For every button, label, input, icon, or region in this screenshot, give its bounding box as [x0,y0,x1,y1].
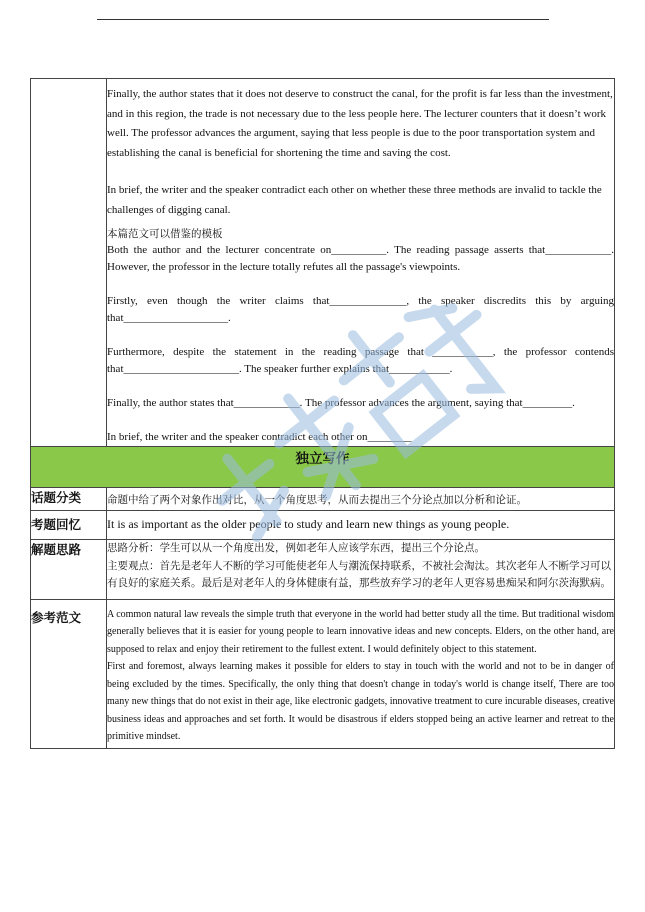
approach-line-1: 思路分析：学生可以从一个角度出发，例如老年人应该学东西，提出三个分论点。 [107,542,485,554]
paragraph-finally: Finally, the author states that it does not deserve to construct the canal, for the profit is far less than the investment, and in this region, the trade is not necessary due to the less people here. The lecturer counters that it doesn’t work well. The professor advances the argument, saying that less people is due to the poor transportation system and establishing the canal is beneficial for shortening the time and saving the cost. [107,88,613,159]
sample-label: 参考范文 [31,599,107,748]
recall-cell [107,511,615,540]
paragraph-brief: In brief, the writer and the speaker contradict each other on whether these three methods are invalid to tackle the challenges of digging canal. [107,184,602,216]
content-table [30,78,615,749]
template-line-intro: Both the author and the lecturer concentrate on__________. The reading passage asserts that____________. However, the professor in the lecture totally refutes all the passage's viewpoints. [107,244,614,273]
approach-row [31,540,615,600]
recall-row [31,511,615,540]
topic-label: 话题分类 [31,488,107,511]
top-label-cell [31,79,107,447]
template-line-firstly: Firstly, even though the writer claims that______________, the speaker discredits this by arguing that___________________. [107,295,614,324]
approach-label: 解题思路 [31,540,107,600]
top-row [31,79,615,447]
template-line-furthermore: Furthermore, despite the statement in the reading passage that ___________, the professor contends that_____________________. The speaker further explains that___________. [107,346,614,375]
sample-paragraph-2: First and foremost, always learning makes it possible for elders to stay in touch with the world and not to be in danger of being excluded by the times. Specifically, the only thing that doesn't change in today's world is change itself, There are too many new things that do not exist in their age, like electronic gadgets, innovative treatment to cure incurable diseases, creative business ideas and approaches and set forth. It would be disastrous if elders stopped being an active learner and retreat to the primitive mindset. [107,661,614,742]
recall-text: It is as important as the older people to study and learn new things as young people. [107,517,510,531]
approach-cell [107,540,615,600]
topic-row [31,488,615,511]
topic-cell [107,488,615,511]
template-line-brief: In brief, the writer and the speaker contradict each other on________ [107,431,412,443]
sample-paragraph-1: A common natural law reveals the simple truth that everyone in the world had better study all the time. But traditional wisdom generally believes that it is easier for young people to learn innovative ideas and new concepts. Elders, on the other hand, are supposed to relax and enjoy their retirement to the fullest extent. I would definitely object to this statement. [107,608,614,655]
header-rule [97,19,549,20]
template-title: 本篇范文可以借鉴的模板 [107,228,223,240]
approach-line-2: 主要观点：首先是老年人不断的学习可能使老年人与潮流保持联系，不被社会淘汰。其次老年人不断学习可以有良好的家庭关系。最后是对老年人的身体健康有益，那些放弃学习的老年人更容易患痴呆和阿尔茨海默病。 [107,559,611,589]
template-line-finally: Finally, the author states that____________. The professor advances the argument, saying that_________. [107,397,575,409]
section-header: 独立写作 [31,447,615,488]
recall-label: 考题回忆 [31,511,107,540]
sample-cell [107,599,615,748]
topic-text: 命题中给了两个对象作出对比，从一个角度思考，从而去提出三个分论点加以分析和论证。 [107,494,527,506]
sample-row [31,599,615,748]
section-header-row [31,447,615,488]
top-content-cell [107,79,615,447]
